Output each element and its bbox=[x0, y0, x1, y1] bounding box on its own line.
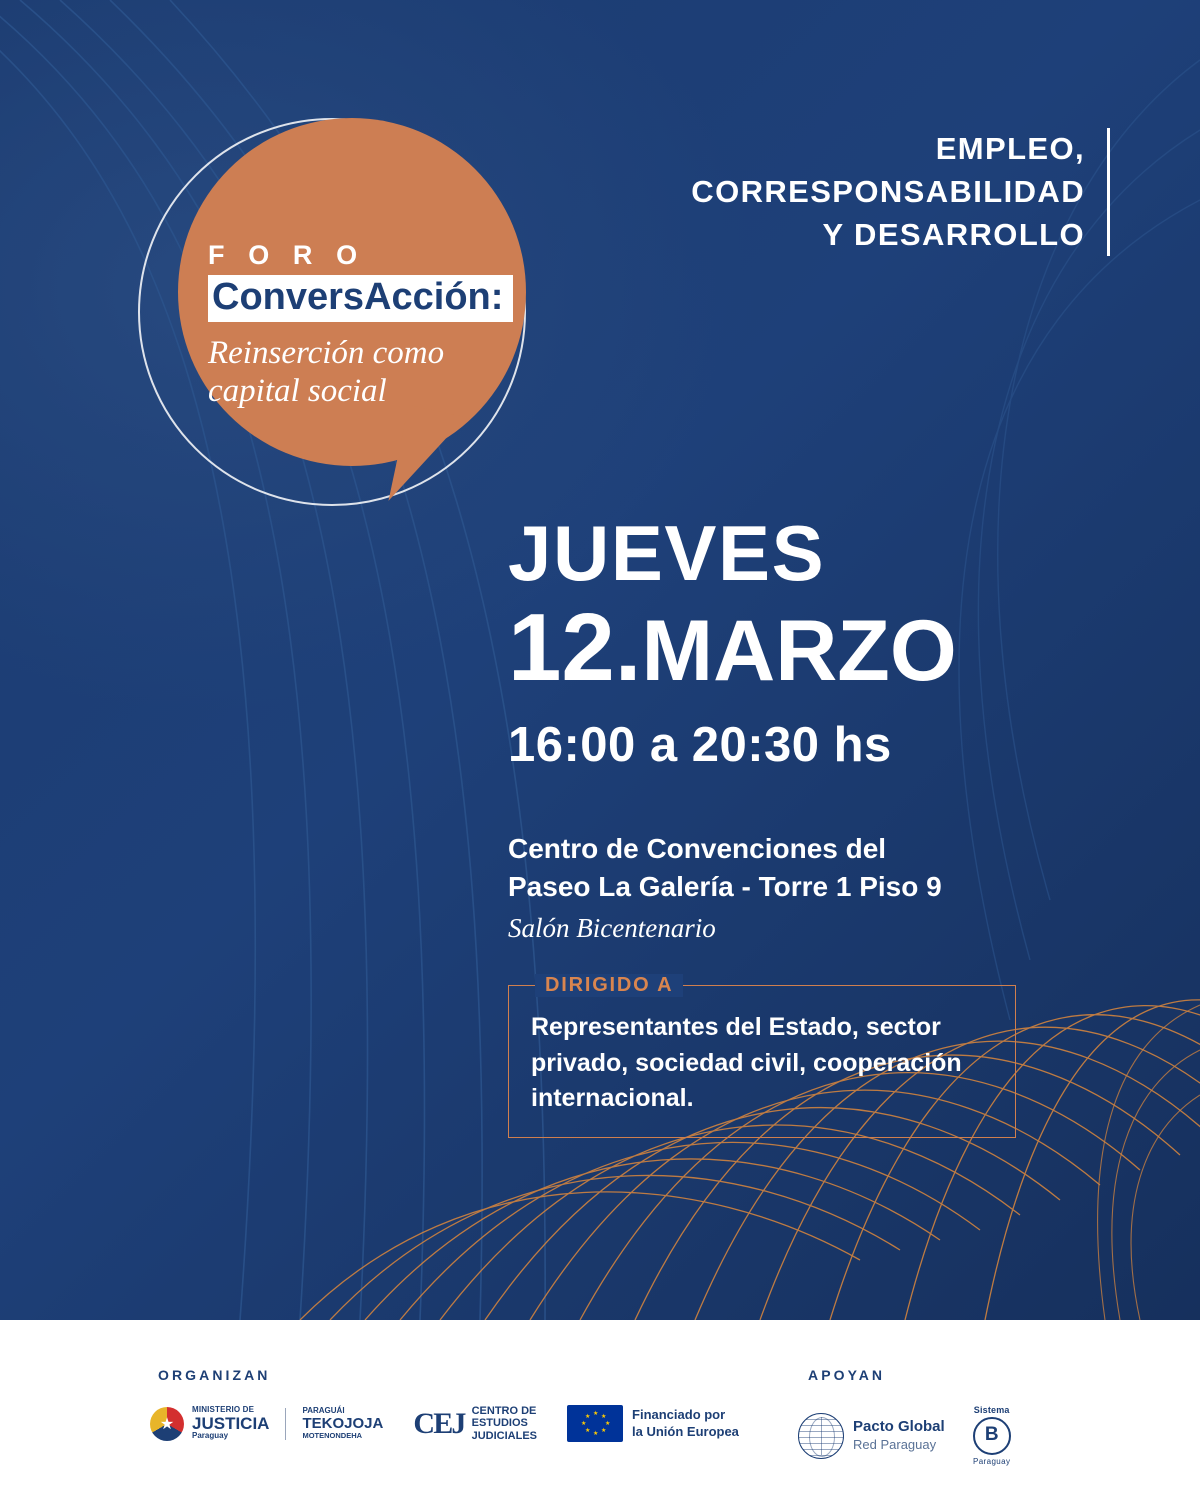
event-time: 16:00 a 20:30 hs bbox=[508, 718, 892, 773]
eu-line-2: la Unión Europea bbox=[632, 1423, 739, 1439]
tekojoja-line-3: MOTENONDEHA bbox=[302, 1430, 363, 1440]
cej-line-3: JUDICIALES bbox=[471, 1429, 538, 1442]
eu-line-1: Financiado por bbox=[632, 1407, 726, 1423]
event-month: MARZO bbox=[641, 603, 957, 700]
forum-logo bbox=[130, 110, 530, 520]
headline-line-2: CORRESPONSABILIDAD bbox=[691, 173, 1085, 209]
supporters-label: APOYAN bbox=[808, 1367, 886, 1383]
headline-line-1: EMPLEO, bbox=[935, 131, 1085, 166]
sistemab-line-2: Paraguay bbox=[972, 1457, 1011, 1466]
cej-line-1: CENTRO DE bbox=[471, 1405, 537, 1418]
logo-sistema-b bbox=[973, 1405, 1011, 1466]
b-corp-icon: B bbox=[973, 1417, 1011, 1455]
logo-pacto-global bbox=[798, 1413, 945, 1459]
supporter-logos bbox=[798, 1405, 1011, 1466]
logo-text-group bbox=[208, 240, 538, 411]
tekojoja-line-2: TEKOJOJA bbox=[302, 1414, 384, 1432]
logo-subtitle-line-1: Reinserción como bbox=[208, 335, 445, 372]
logo-ministerio-justicia bbox=[150, 1406, 383, 1441]
logo-divider bbox=[285, 1408, 286, 1440]
venue-hall: Salón Bicentenario bbox=[508, 913, 716, 944]
logo-foro-label: F O R O bbox=[208, 240, 366, 270]
venue-line-2: Paseo La Galería - Torre 1 Piso 9 bbox=[508, 870, 942, 902]
event-day: 12 bbox=[508, 594, 615, 702]
logo-title: ConversAcción: bbox=[208, 275, 513, 322]
cej-monogram-icon: CEJ bbox=[413, 1406, 465, 1440]
event-weekday: JUEVES bbox=[508, 509, 826, 597]
logo-union-europea bbox=[567, 1405, 739, 1442]
tekojoja-line-1: PARAGUÁI bbox=[302, 1406, 345, 1416]
logo-subtitle-line-2: capital social bbox=[208, 373, 387, 410]
event-date-separator: . bbox=[614, 594, 642, 702]
sistemab-line-1: Sistema bbox=[973, 1405, 1010, 1415]
audience-text: Representantes del Estado, sector privado, sociedad civil, cooperación internacional. bbox=[531, 1013, 962, 1112]
ministry-seal-icon bbox=[150, 1407, 184, 1441]
ministry-line-2: JUSTICIA bbox=[192, 1413, 270, 1433]
eu-flag-icon: ★ ★ ★ ★ ★ ★ ★ ★ bbox=[567, 1405, 623, 1442]
pacto-line-1: Pacto Global bbox=[853, 1418, 945, 1436]
organizer-logos bbox=[150, 1405, 739, 1442]
pacto-line-2: Red Paraguay bbox=[853, 1436, 937, 1452]
audience-label: DIRIGIDO A bbox=[535, 974, 683, 997]
audience-box bbox=[508, 974, 1016, 1138]
event-venue-block bbox=[508, 830, 1068, 944]
event-date-block bbox=[508, 509, 957, 773]
ministry-line-3: Paraguay bbox=[192, 1431, 229, 1441]
venue-line-1: Centro de Convenciones del bbox=[508, 833, 887, 864]
cej-line-2: ESTUDIOS bbox=[471, 1417, 528, 1430]
organizers-label: ORGANIZAN bbox=[158, 1367, 271, 1383]
ministry-line-1: MINISTERIO DE bbox=[192, 1405, 255, 1415]
headline-line-3: Y DESARROLLO bbox=[822, 216, 1085, 252]
logo-centro-estudios-judiciales bbox=[413, 1405, 537, 1442]
globe-icon bbox=[798, 1413, 844, 1459]
poster-headline bbox=[691, 128, 1110, 256]
